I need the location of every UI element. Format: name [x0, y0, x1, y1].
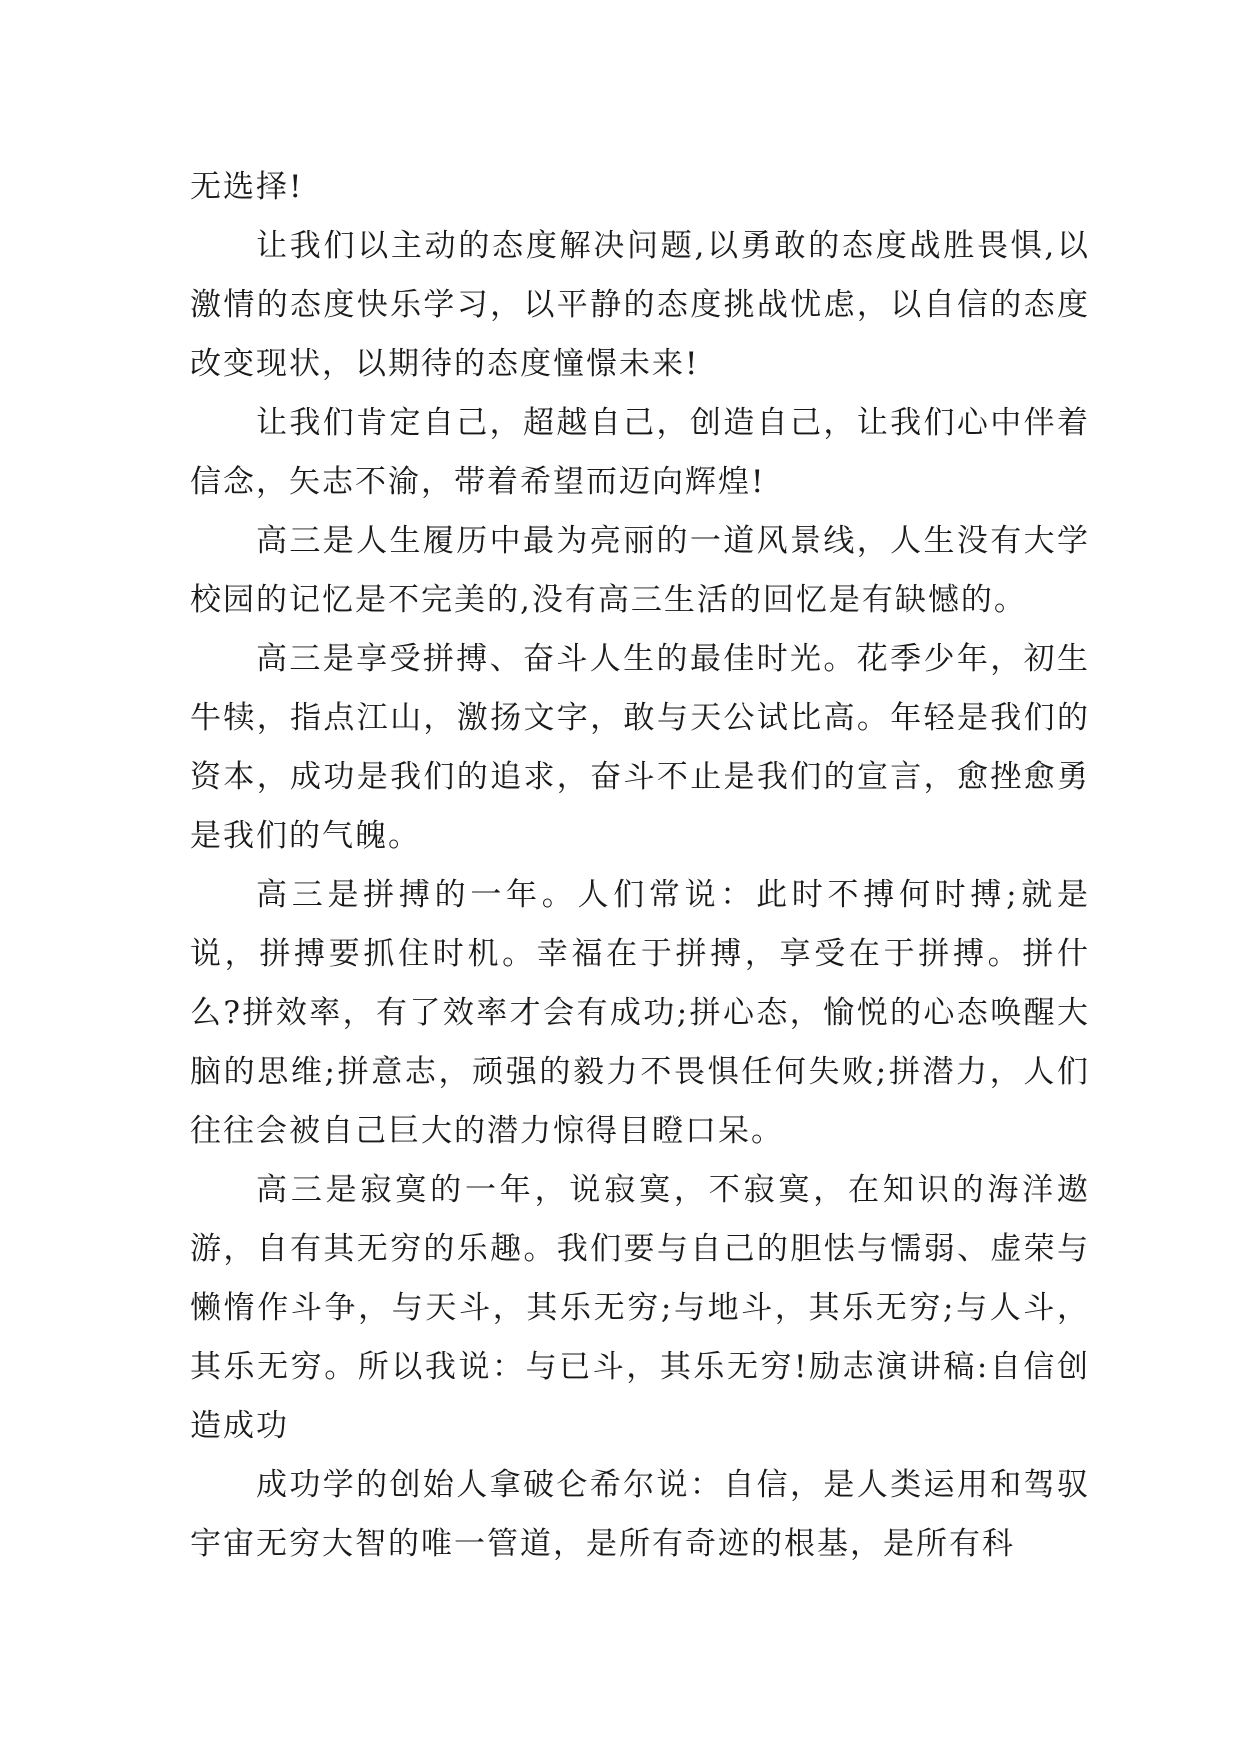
paragraph-continuation: 无选择! [190, 169, 304, 205]
paragraph: 高三是人生履历中最为亮丽的一道风景线，人生没有大学校园的记忆是不完美的,没有高三生活的回忆是有缺憾的。 [190, 523, 1090, 618]
paragraph: 高三是寂寞的一年，说寂寞，不寂寞，在知识的海洋遨游，自有其无穷的乐趣。我们要与自己的胆怯与懦弱、虚荣与懒惰作斗争，与天斗，其乐无穷;与地斗，其乐无穷;与人斗，其乐无穷。所以我说：与已斗，其乐无穷!励志演讲稿:自信创造成功 [190, 1172, 1090, 1444]
paragraph: 高三是拼搏的一年。人们常说：此时不搏何时搏;就是说，拼搏要抓住时机。幸福在于拼搏，享受在于拼搏。拼什么?拼效率，有了效率才会有成功;拼心态，愉悦的心态唤醒大脑的思维;拼意志，顽强的毅力不畏惧任何失败;拼潜力，人们往往会被自己巨大的潜力惊得目瞪口呆。 [190, 877, 1090, 1149]
paragraph: 让我们以主动的态度解决问题,以勇敢的态度战胜畏惧,以激情的态度快乐学习，以平静的态度挑战忧虑，以自信的态度改变现状，以期待的态度憧憬未来! [190, 228, 1090, 382]
paragraph: 让我们肯定自己，超越自己，创造自己，让我们心中伴着信念，矢志不渝，带着希望而迈向辉煌! [190, 405, 1090, 500]
document-body [190, 158, 1090, 1574]
paragraph: 高三是享受拼搏、奋斗人生的最佳时光。花季少年，初生牛犊，指点江山，激扬文字，敢与天公试比高。年轻是我们的资本，成功是我们的追求，奋斗不止是我们的宣言，愈挫愈勇是我们的气魄。 [190, 641, 1090, 854]
paragraph: 成功学的创始人拿破仑希尔说：自信，是人类运用和驾驭宇宙无穷大智的唯一管道，是所有奇迹的根基，是所有科 [190, 1467, 1090, 1562]
